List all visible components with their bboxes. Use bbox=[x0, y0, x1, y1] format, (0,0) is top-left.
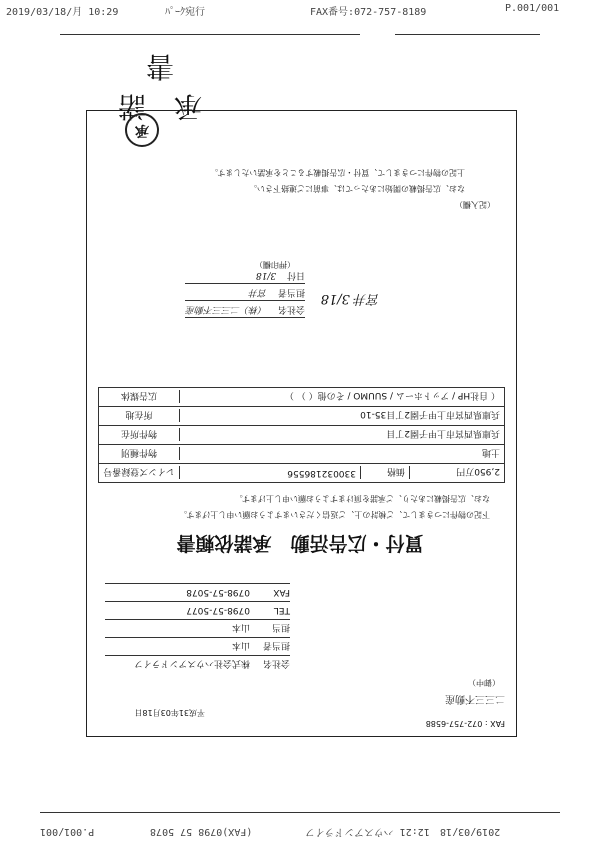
seal-label: （押印欄） bbox=[255, 260, 295, 269]
table-row bbox=[99, 426, 504, 445]
table-cell-value: 土地 bbox=[481, 447, 500, 458]
acceptance-paragraph-1: 上記の物件につきまして、買付・広告掲載することを承諾いたします。 bbox=[209, 168, 465, 177]
table-cell-value: 兵庫県西宮市上甲子園2丁目35-10 bbox=[360, 409, 500, 420]
addressee-name: 二三三不動産 bbox=[445, 693, 505, 704]
sender-value: 0798-57-5077 bbox=[186, 605, 250, 616]
request-body-1: 下記の物件につきまして、ご検討の上、ご返信くださいますようお願い申し上げます。 bbox=[178, 510, 490, 519]
sender-value: 0798-57-5078 bbox=[186, 587, 250, 598]
sender-block bbox=[105, 583, 290, 673]
signature-row bbox=[185, 267, 305, 284]
fax-header-page: P.001/001 bbox=[505, 3, 560, 14]
request-date: 平成31年03月18日 bbox=[134, 708, 205, 717]
property-table bbox=[98, 387, 505, 483]
table-cell-label: 所在地 bbox=[99, 410, 180, 423]
fax-footer-mid: 12:21 ハウスアンドライフ bbox=[305, 826, 430, 837]
table-row bbox=[99, 388, 504, 407]
table-row bbox=[99, 464, 504, 483]
table-cell-label: 物件種別 bbox=[99, 448, 180, 461]
sender-label: 担当 bbox=[271, 622, 290, 632]
sender-label: 担当者 bbox=[262, 640, 290, 650]
sender-value: 山本 bbox=[231, 622, 250, 632]
acceptance-section bbox=[89, 50, 505, 318]
footer-rule bbox=[40, 812, 560, 813]
sender-row bbox=[105, 655, 290, 673]
fax-footer-fax: (FAX)0798 57 5078 bbox=[150, 826, 253, 837]
fax-footer-left: 2019/03/18 bbox=[440, 826, 501, 837]
sender-row bbox=[105, 637, 290, 655]
table-cell-value: 兵庫県西宮市上甲子園2丁目 bbox=[386, 428, 500, 439]
request-section bbox=[100, 378, 505, 728]
table-cell-label: 物件所在 bbox=[99, 429, 180, 442]
signature-value: （株）二三三不動産 bbox=[186, 304, 268, 314]
signature-row bbox=[185, 301, 305, 318]
table-row bbox=[99, 407, 504, 426]
handwritten-date: 宮井 3/18 bbox=[320, 291, 380, 306]
fax-header-number: FAX番号:072-757-8189 bbox=[310, 7, 427, 18]
acceptance-note: （記入欄） bbox=[455, 200, 495, 209]
price-value: 2,950万円 bbox=[409, 467, 504, 480]
sender-row bbox=[105, 619, 290, 637]
stamp-text: 承 bbox=[135, 122, 149, 138]
table-cell-label: 広告媒体 bbox=[99, 391, 180, 404]
price-label: 価格 bbox=[360, 467, 409, 480]
table-cell-value: 330032186556 bbox=[287, 468, 356, 478]
header-rule-right bbox=[395, 34, 540, 35]
sender-value: 株式会社ハウスアンドライフ bbox=[134, 658, 250, 668]
request-addressee bbox=[445, 693, 505, 708]
signature-value: 宮井 bbox=[249, 287, 268, 297]
request-fax-line: FAX : 072-757-6588 bbox=[425, 719, 505, 728]
header-rule bbox=[60, 34, 360, 35]
signature-label: 会社名 bbox=[277, 304, 305, 314]
sender-value: 山本 bbox=[231, 640, 250, 650]
fax-footer-page: P.001/001 bbox=[40, 826, 95, 837]
sender-row bbox=[105, 601, 290, 619]
sender-label: FAX bbox=[273, 587, 290, 598]
stamp-seal-icon bbox=[125, 113, 159, 147]
sender-label: TEL bbox=[273, 605, 290, 616]
request-title: 買付・広告活動 承諾依頼書 bbox=[176, 532, 424, 554]
signature-row bbox=[185, 284, 305, 301]
sender-row bbox=[105, 583, 290, 601]
sender-label: 会社名 bbox=[262, 658, 290, 668]
fax-header-tag: ﾊﾟｰｸ宛行 bbox=[165, 7, 205, 18]
signature-block bbox=[185, 267, 305, 318]
table-row bbox=[99, 445, 504, 464]
fax-header-datetime: 2019/03/18/月 10:29 bbox=[6, 7, 119, 18]
table-cell-value: （ 自社HP / アットホーム / SUUMO / その他（ ） ） bbox=[284, 390, 500, 401]
signature-label: 担当者 bbox=[277, 287, 305, 297]
signature-label: 日付 bbox=[286, 270, 305, 280]
table-cell-label: レインズ登録番号 bbox=[99, 467, 180, 480]
acceptance-title: 承 諾 書 bbox=[89, 50, 203, 123]
request-salutation: （御中） bbox=[468, 678, 500, 687]
request-body-2: なお、広告掲載にあたり、ご承諾を頂けますようお願い申し上げます。 bbox=[234, 494, 490, 503]
acceptance-paragraph-2: なお、広告掲載の開始にあたっては、事前にご連絡下さい。 bbox=[249, 184, 465, 193]
request-date-fax bbox=[355, 719, 505, 728]
signature-value: 3/18 bbox=[255, 270, 277, 280]
